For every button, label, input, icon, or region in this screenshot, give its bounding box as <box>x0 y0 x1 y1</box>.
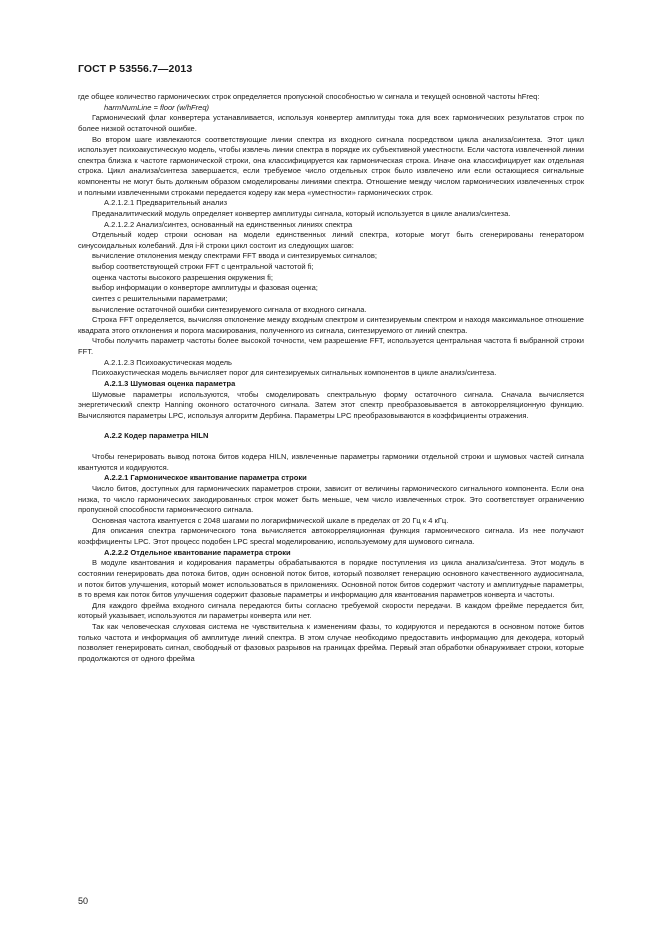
section-heading: А.2.2.1 Гармоническое квантование параметра строки <box>104 473 307 483</box>
paragraph: Основная частота квантуется с 2048 шагами по логарифмической шкале в пределах от 20 Гц к 4 кГц. <box>92 515 449 525</box>
paragraph: Чтобы получить параметр частоты более высокой точности, чем разрешение FFT, используется центральная частота fi выбранной строки FFT. <box>78 336 584 356</box>
paragraph: Психоакустическая модель вычисляет порог для синтезируемых сигнальных компонентов в цикле анализ/синтеза. <box>92 368 497 378</box>
list-item: вычисление остаточной ошибки синтезируемого сигнала от входного сигнала. <box>92 304 367 314</box>
paragraph: Отдельный кодер строки основан на модели единственных линий спектра, которые могут быть сгенерированы генератором синусоидальных колебаний. Для i-й строки цикл состоит из следующих шагов: <box>78 230 584 250</box>
paragraph: Так как человеческая слуховая система не чувствительна к изменениям фазы, то кодируются и передаются в основном потоке битов только частота и информация об амплитуде линий спектра. В этом случае необходимо предоставить информацию для декодера, который позволяет генерировать сигнал, свободный от фазовых разрывов на границах фрейма. Первый этап обработки обнаруживает строки, которые продолжаются от одного фрейма <box>78 622 584 663</box>
subsection-heading: А.2.1.2.1 Предварительный анализ <box>104 198 228 208</box>
paragraph: Строка FFT определяется, вычисляя отклонение между входным спектром и синтезируемым спектром и находя максимальное отношение квадрата этого отклонения и порога маскирования, полученного из сигнала, синтезируемого от линий спектра. <box>78 315 584 335</box>
paragraph: Число битов, доступных для гармонических параметров строки, зависит от величины гармонического сигнального компонента. Если она низка, то число гармонических закодированных строк может быть меньше, чем число извлеченных строк. Это соответствует ограничению пропускной способности гармонического сигнала. <box>78 483 584 515</box>
page-number: 50 <box>78 896 89 906</box>
paragraph: Для описания спектра гармонического тона вычисляется автокорреляционная функция гармонического сигнала. Из нее получают коэффициенты LPC. Этот процесс подобен LPC specral моделированию, используемому для шумового сигнала. <box>78 526 584 546</box>
section-heading: А.2.1.3 Шумовая оценка параметра <box>104 378 236 388</box>
paragraph: Преданалитический модуль определяет конвертер амплитуды сигнала, который используется в цикле анализ/синтеза. <box>92 208 511 218</box>
list-item: оценка частоты высокого разрешения окружения fi; <box>92 272 273 282</box>
document-body <box>78 92 584 665</box>
section-heading: А.2.2.2 Отдельное квантование параметра строки <box>104 547 291 557</box>
subsection-heading: А.2.1.2.2 Анализ/синтез, основанный на единственных линиях спектра <box>104 219 353 229</box>
document-header: ГОСТ Р 53556.7—2013 <box>78 63 193 75</box>
subsection-heading: А.2.1.2.3 Психоакустическая модель <box>104 357 232 367</box>
paragraph: Шумовые параметры используются, чтобы смоделировать спектральную форму остаточного сигнала. Сначала вычисляется энергетический спектр Hanning оконного остаточного сигнала. Затем этот спектр преобразовывается в автокорреляционную функцию. Вычисляются параметры LPC, используя алгоритм Дербина. Параметры LPC преобразовываются в коэффициенты отражения. <box>78 389 584 420</box>
list-item: вычисление отклонения между спектрами FFT ввода и синтезируемых сигналов; <box>92 251 377 261</box>
list-item: синтез с решительными параметрами; <box>92 293 228 303</box>
list-item: выбор соответствующей строки FFT с центральной частотой fi; <box>92 262 314 271</box>
paragraph: Гармонический флаг конвертера устанавливается, используя конвертер амплитуды тока для всех гармонических результатов строк по более низкой остаточной ошибке. <box>78 113 584 133</box>
paragraph: Для каждого фрейма входного сигнала передаются биты согласно требуемой скорости передачи. В каждом фрейме передается бит, который указывает, используются ли параметры конверта или нет. <box>78 600 584 621</box>
list-item: выбор информации о конверторе амплитуды и фазовая оценка; <box>92 283 318 293</box>
section-heading: А.2.2 Кодер параметра HILN <box>104 431 209 441</box>
paragraph: где общее количество гармонических строк определяется пропускной способностью w сигнала и текущей основной частоты hFreq: <box>78 92 540 101</box>
paragraph: В модуле квантования и кодирования параметры обрабатываются в порядке поступления из цикла анализа/синтеза. Этот модуль в состоянии генерировать два потока битов, один основной поток битов, который позволяет генерацию основного качественного аудиосигнала, и поток битов улучшения, который может использоваться в приложениях. Основной поток битов содержит частоту и амплитудные параметры, в то время как поток битов улучшения содержит фазовые параметры и информацию для квантования параметров конверта и частоты. <box>78 558 584 600</box>
paragraph: Во втором шаге извлекаются соответствующие линии спектра из входного сигнала посредством цикла анализа/синтеза. Этот цикл использует психоакустическую модель, чтобы извлечь линии спектра в порядке их субъективной уместности. Если частота извлеченной линии спектра близка к частоте гармонической строки, она классифицируется как гармоническая строка. Иначе она классифицирует как отдельная строка. Цикл анализа/синтеза завершается, если требуемое число отдельных строк было извлечено или если остающиеся сигнальные компоненты не могут быть должным образом смоделированы линиями спектра. Отношение между числом гармонических извлеченных строк и полными извлеченными строками передается кодеру как мера «уместности» гармонических строк. <box>78 134 584 197</box>
formula: harmNumLine = floor (w/hFreq) <box>104 102 210 112</box>
paragraph: Чтобы генерировать вывод потока битов кодера HILN, извлеченные параметры гармоники отдельной строки и шумовых частей сигнала квантуются и кодируются. <box>78 452 584 472</box>
